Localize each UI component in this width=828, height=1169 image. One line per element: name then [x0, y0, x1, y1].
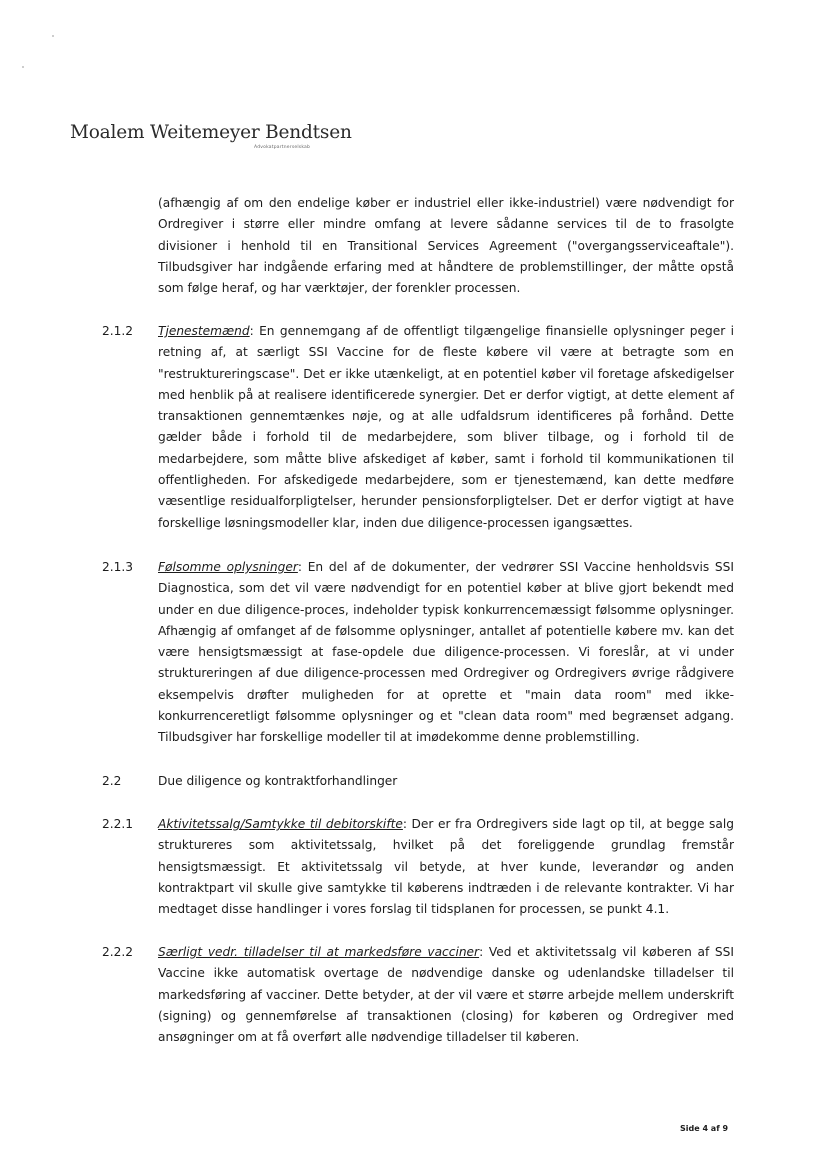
section-term: Følsomme oplysninger	[158, 560, 298, 574]
section-text: : En del af de dokumenter, der vedrører SSI Vaccine henholdsvis SSI Diagnostica, som det vil være nødvendigt for en potentiel køber at blive gjort bekendt med under en due diligence-proces, indeholder typisk konkurrencemæssigt følsomme oplysninger. Afhængig af omfanget af de følsomme oplysninger, antallet af potentielle købere mv. kan det være hensigtsmæssigt at fase-opdele due diligence-processen. Vi foreslår, at vi under struktureringen af due diligence-processen med Ordregiver og Ordregivers øvrige rådgivere eksempelvis drøfter muligheden for at oprette et "main data room" med ikke-konkurrenceretligt følsomme oplysninger og et "clean data room" med begrænset adgang. Tilbudsgiver har forskellige modeller til at imødekomme denne problemstilling.	[158, 560, 735, 745]
section-term: Tjenestemænd	[158, 324, 250, 338]
section-number: 2.2	[102, 774, 122, 788]
scan-speck	[22, 66, 24, 68]
section-number: 2.2.2	[102, 945, 134, 959]
intro-paragraph: (afhængig af om den endelige køber er industriel eller ikke-industriel) være nødvendigt for Ordregiver i større eller mindre omfang at levere sådanne services til de to frasolgte divisioner i henhold til en Transitional Services Agreement ("overgangsserviceaftale"). Tilbudsgiver har indgående erfaring med at håndtere de problemstillinger, der måtte opstå som følge heraf, og har værktøjer, der forenkler processen.	[158, 196, 734, 296]
section-text: : Der er fra Ordregivers side lagt op til, at begge salg struktureres som aktivitetssalg, hvilket på det foreliggende grundlag fremstår hensigtsmæssigt. Et aktivitetssalg vil betyde, at hver kunde, leverandør og anden kontraktpart vil skulle give samtykke til køberens indtræden i de relevante kontrakter. Vi har medtaget disse handlinger i vores forslag til tidsplanen for processen, se punkt 4.1.	[158, 817, 734, 917]
firm-logo: Moalem Weitemeyer Bendtsen	[70, 122, 352, 143]
section-paragraph	[158, 321, 734, 534]
section-number: 2.1.3	[102, 560, 134, 574]
section-term: Særligt vedr. tilladelser til at markedsføre vacciner	[158, 945, 480, 959]
section-paragraph	[158, 942, 734, 1048]
section-number: 2.1.2	[102, 324, 134, 338]
section-term: Aktivitetssalg/Samtykke til debitorskifte	[158, 817, 403, 831]
firm-tagline: Advokatpartnerselskab	[254, 145, 311, 150]
section-heading: Due diligence og kontraktforhandlinger	[158, 774, 398, 788]
scan-speck	[52, 35, 54, 37]
section-text: : Ved et aktivitetssalg vil køberen af SSI Vaccine ikke automatisk overtage de nødvendige danske og udenlandske tilladelser til markedsføring af vacciner. Dette betyder, at der vil være et større arbejde mellem underskrift (signing) og gennemførelse af transaktionen (closing) for køberen og Ordregiver med ansøgninger om at få overført alle nødvendige tilladelser til køberen.	[158, 945, 734, 1045]
page-number: Side 4 af 9	[680, 1124, 729, 1133]
section-paragraph	[158, 557, 734, 749]
section-text: : En gennemgang af de offentligt tilgængelige finansielle oplysninger peger i retning af, at særligt SSI Vaccine for de fleste købere vil være at betragte som en "restruktureringscase". Det er ikke utænkeligt, at en potentiel køber vil foretage afskedigelser med henblik på at realisere identificerede synergier. Det er derfor vigtigt, at dette element af transaktionen gennemtænkes nøje, og at alle udfaldsrum identificeres på forhånd. Dette gælder både i forhold til de medarbejdere, som bliver tilbage, og i forhold til de medarbejdere, som måtte blive afskediget af køber, samt i forhold til kommunikationen til offentligheden. For afskedigede medarbejdere, som er tjenestemænd, kan dette medføre væsentlige residualforpligtelser, herunder pensionsforpligtelser. Det er derfor vigtigt at have forskellige løsningsmodeller klar, inden due diligence-processen igangsættes.	[158, 324, 734, 530]
section-number: 2.2.1	[102, 817, 134, 831]
section-paragraph	[158, 814, 734, 920]
